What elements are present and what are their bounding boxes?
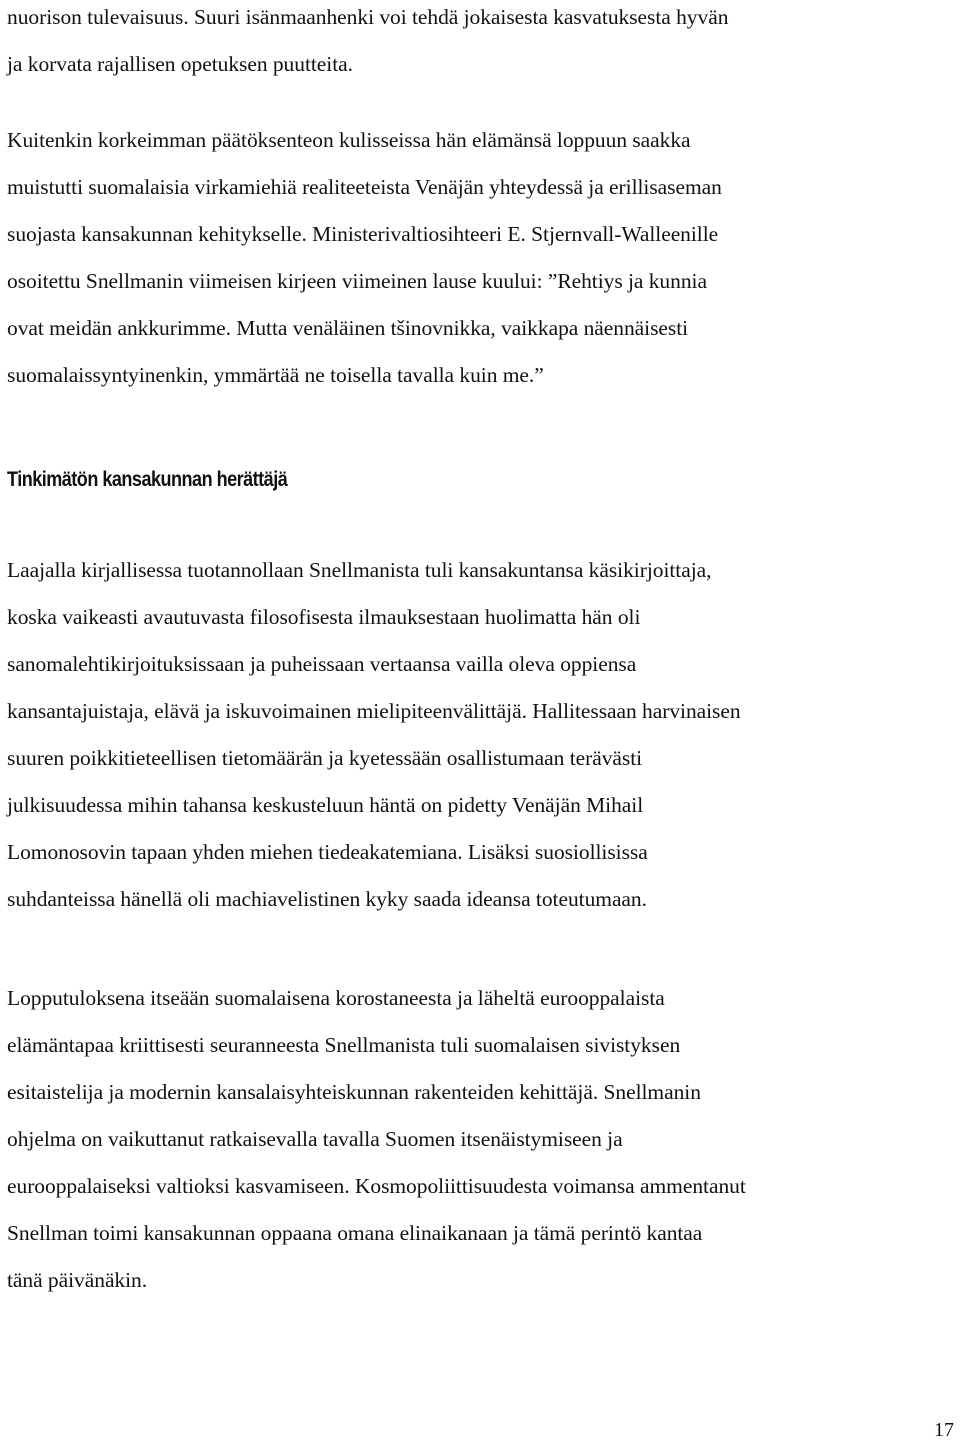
section-heading: Tinkimätön kansakunnan herättäjä	[7, 468, 288, 491]
paragraph-opening: nuorison tulevaisuus. Suuri isänmaanhenki voi tehdä jokaisesta kasvatuksesta hyvän ja korvata rajallisen opetuksen puutteita.	[7, 5, 729, 76]
page-number: 17	[934, 1419, 954, 1441]
paragraph-literary-output: Laajalla kirjallisessa tuotannollaan Snellmanista tuli kansakuntansa käsikirjoittaja, koska vaikeasti avautuvasta filosofisesta ilmauksestaan huolimatta hän oli sanomalehtikirjoituksissaan ja puheissaan vertaansa vailla oleva oppiensa kansantajuistaja, elävä ja iskuvoimainen mielipiteenvälittäjä. Hallitessaan harvinaisen suuren poikkitieteellisen tietomäärän ja kyetessään osallistumaan terävästi julkisuudessa mihin tahansa keskusteluun häntä on pidetty Venäjän Mihail Lomonosovin tapaan yhden miehen tiedeakatemiana. Lisäksi suosiollisissa suhdanteissa hänellä oli machiavelistinen kyky saada ideansa toteutumaan.	[7, 558, 741, 911]
paragraph-snellman-advice: Kuitenkin korkeimman päätöksenteon kulisseissa hän elämänsä loppuun saakka muistutti suomalaisia virkamiehiä realiteeteista Venäjän yhteydessä ja erillisaseman suojasta kansakunnan kehitykselle. Ministerivaltiosihteeri E. Stjernvall-Walleenille osoitettu Snellmanin viimeisen kirjeen viimeinen lause kuului: ”Rehtiys ja kunnia ovat meidän ankkurimme. Mutta venäläinen tšinovnikka, vaikkapa näennäisesti suomalaissyntyinenkin, ymmärtää ne toisella tavalla kuin me.”	[7, 128, 722, 387]
paragraph-legacy: Lopputuloksena itseään suomalaisena korostaneesta ja läheltä eurooppalaista elämäntapaa kriittisesti seuranneesta Snellmanista tuli suomalaisen sivistyksen esitaistelija ja modernin kansalaisyhteiskunnan rakenteiden kehittäjä. Snellmanin ohjelma on vaikuttanut ratkaisevalla tavalla Suomen itsenäistymiseen ja eurooppalaiseksi valtioksi kasvamiseen. Kosmopoliittisuudesta voimansa ammentanut Snellman toimi kansakunnan oppaana omana elinaikanaan ja tämä perintö kantaa tänä päivänäkin.	[7, 986, 746, 1292]
